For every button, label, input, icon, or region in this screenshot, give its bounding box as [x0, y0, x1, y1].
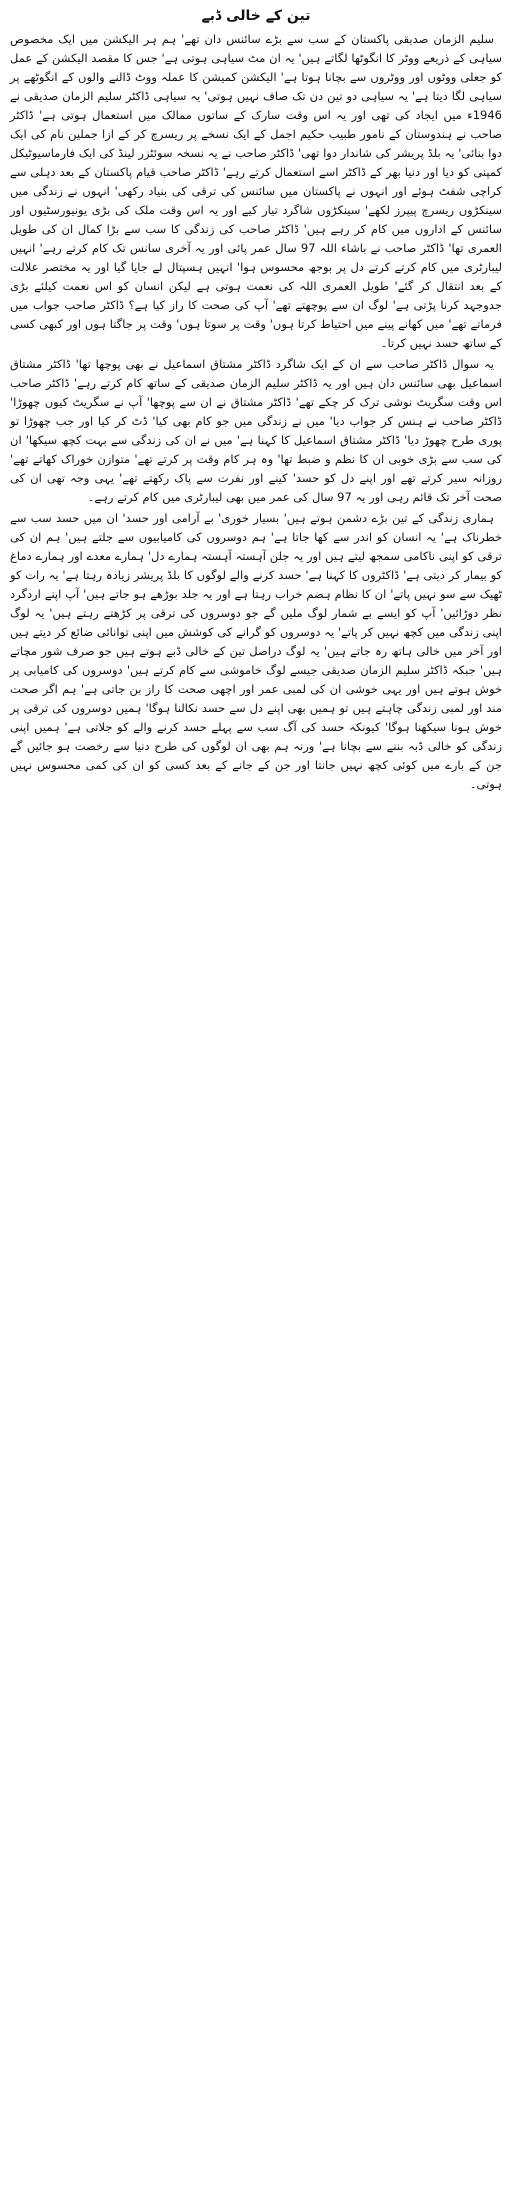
article-title: تین کے خالی ڈبے [201, 8, 311, 24]
article-paragraph-1: سلیم الزمان صدیقی پاکستان کے سب سے بڑے سائنس دان تھے' ہم ہر الیکشن میں ایک مخصوص سیاہی کے ذریعے ووٹر کا انگوٹھا لگاتے ہیں' یہ ان مٹ سیاہی ہوتی ہے' جس کا مقصد الیکشن کے عمل کو جعلی ووٹوں اور ووٹروں سے بچانا ہوتا ہے' الیکشن کمیشن کا عملہ ووٹ ڈالنے والوں کے انگوٹھے پر سیاہی لگا دیتا ہے' یہ سیاہی دو تین دن تک صاف نہیں ہوتی' یہ سیاہی ڈاکٹر سلیم الزمان صدیقی نے 1946ء میں ایجاد کی تھی اور یہ اس وقت سارک کے ساتوں ممالک میں استعمال ہوتی ہے' ڈاکٹر صاحب نے ہندوستان کے نامور طبیب حکیم اجمل کے ایک نسخے پر ریسرچ کر کے ازا جملین نام کی ایک دوا بنائی' یہ بلڈ پریشر کی شاندار دوا تھی' ڈاکٹر صاحب نے یہ نسخہ سوئٹزر لینڈ کی ایک فارماسیوٹیکل کمپنی کو دیا اور دنیا بھر کے ڈاکٹر اسے استعمال کرتے رہے' ڈاکٹر صاحب قیام پاکستان کے بعد دہلی سے کراچی شفٹ ہوئے اور انہوں نے پاکستان میں سائنس کی ترقی کی بنیاد رکھی' انہوں نے زندگی میں سینکڑوں ریسرچ پیپرز لکھے' سینکڑوں شاگرد تیار کیے اور یہ اس وقت ملک کی بڑی یونیورسٹیوں اور سائنس کے اداروں میں کام کر رہے ہیں' ڈاکٹر صاحب کی زندگی کا سب سے بڑا کمال ان کی طویل العمری تھا' ڈاکٹر صاحب نے باشاء اللہ 97 سال عمر پائی اور یہ آخری سانس تک کام کرتے رہے' انہیں لیبارٹری میں کام کرتے کرتے دل پر بوجھ محسوس ہوا' انہیں ہسپتال لے جایا گیا اور یہ مختصر علالت کے بعد انتقال کر گئے' طویل العمری اللہ کی نعمت ہوتی ہے لیکن انسان کو اس نعمت کیلئے بڑی جدوجہد کرنا پڑتی ہے' لوگ ان سے پوچھتے تھے' آپ کی صحت کا راز کیا ہے؟ ڈاکٹر صاحب جواب میں فرماتے تھے' میں کھانے پینے میں احتیاط کرتا ہوں' وقت پر سوتا ہوں' وقت پر جاگتا ہوں اور کبھی کسی کے ساتھ حسد نہیں کرتا۔ [10, 32, 502, 350]
article-paragraph-2: یہ سوال ڈاکٹر صاحب سے ان کے ایک شاگرد ڈاکٹر مشتاق اسماعیل نے بھی پوچھا تھا' ڈاکٹر مشتاق اسماعیل بھی سائنس دان ہیں اور یہ ڈاکٹر سلیم الزمان صدیقی کے ساتھ کام کرتے رہے' ڈاکٹر صاحب اس وقت سگریٹ نوشی ترک کر چکے تھے' ڈاکٹر مشتاق نے ان سے پوچھا' آپ نے سگریٹ کیوں چھوڑا' ڈاکٹر صاحب نے ہنس کر جواب دیا' میں نے زندگی میں جو کام بھی کیا' ڈٹ کر کیا اور جب چھوڑا تو پوری طرح چھوڑ دیا' ڈاکٹر مشتاق اسماعیل کا کہنا ہے' میں نے ان کی زندگی سے بہت کچھ سیکھا' ان کی سب سے بڑی خوبی ان کا نظم و ضبط تھا' وہ ہر کام وقت پر کرتے تھے' متوازن خوراک کھاتے تھے' روزانہ سیر کرتے تھے اور اپنے دل کو حسد' کینے اور نفرت سے پاک رکھتے تھے' یہی وجہ تھی ان کی صحت آخر تک قائم رہی اور یہ 97 سال کی عمر میں بھی لیبارٹری میں کام کرتے رہے۔ [10, 357, 502, 504]
article-paragraph-3: ہماری زندگی کے تین بڑے دشمن ہوتے ہیں' بسیار خوری' بے آرامی اور حسد' ان میں حسد سب سے خطرناک ہے' یہ انسان کو اندر سے کھا جاتا ہے' ہم دوسروں کی کامیابیوں سے جلتے ہیں' ہم ان کی ترقی کو اپنی ناکامی سمجھ لیتے ہیں اور یہ جلن آہستہ آہستہ ہمارے دل' ہمارے معدے اور ہمارے دماغ کو بیمار کر دیتی ہے' ڈاکٹروں کا کہنا ہے' حسد کرنے والے لوگوں کا بلڈ پریشر زیادہ رہتا ہے' یہ رات کو ٹھیک سے سو نہیں پاتے' ان کا نظام ہضم خراب رہتا ہے اور یہ جلد بوڑھے ہو جاتے ہیں' آپ اپنے اردگرد نظر دوڑائیں' آپ کو ایسے بے شمار لوگ ملیں گے جو دوسروں کی ترقی پر کڑھتے رہتے ہیں' یہ لوگ اپنی زندگی میں کچھ نہیں کر پاتے' یہ دوسروں کو گرانے کی کوشش میں اپنی توانائی ضائع کر دیتے ہیں اور آخر میں خالی ہاتھ رہ جاتے ہیں' یہ لوگ دراصل تین کے خالی ڈبے ہوتے ہیں جو صرف شور مچاتے ہیں' جبکہ ڈاکٹر سلیم الزمان صدیقی جیسے لوگ خاموشی سے کام کرتے ہیں' دوسروں کی کامیابی پر خوش ہوتے ہیں اور یہی خوشی ان کی لمبی عمر اور اچھی صحت کا راز بن جاتی ہے' ہم اگر صحت مند اور لمبی زندگی چاہتے ہیں تو ہمیں بھی اپنے دل سے حسد نکالنا ہوگا' ہمیں دوسروں کی ترقی پر خوش ہونا سیکھنا ہوگا' کیونکہ حسد کی آگ سب سے پہلے حسد کرنے والے کو جلاتی ہے' ہمیں اپنی زندگی کو خالی ڈبہ بننے سے بچانا ہے' ورنہ ہم بھی ان لوگوں کی طرح دنیا سے رخصت ہو جائیں گے جن کے بارے میں کوئی کچھ نہیں جانتا اور جن کے جانے کے بعد کسی کو ان کی کمی محسوس نہیں ہوتی۔ [10, 511, 502, 791]
